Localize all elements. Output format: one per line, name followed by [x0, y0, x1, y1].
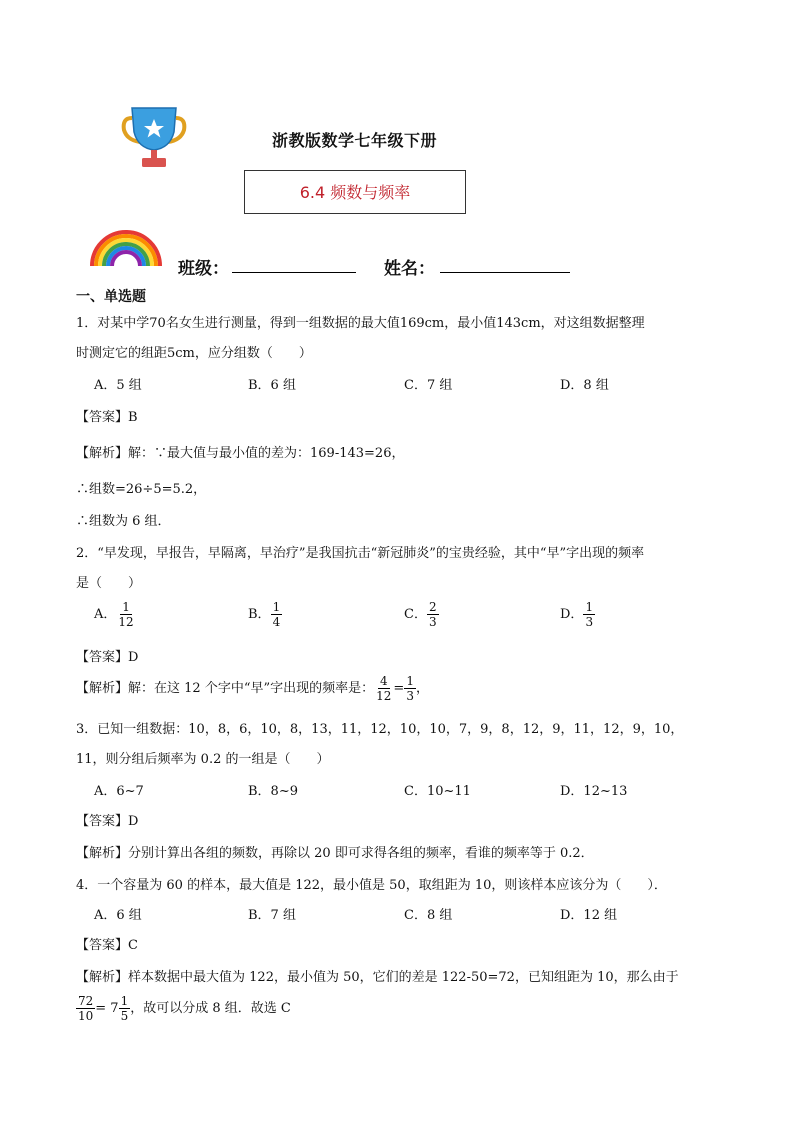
numerator: 1	[120, 994, 129, 1008]
option-letter: B．	[248, 607, 271, 622]
q1-line2: 时测定它的组距5cm，应分组数（ ）	[76, 346, 312, 361]
q1-analysis	[76, 442, 404, 461]
q2-option-c	[404, 600, 439, 629]
trophy-icon	[118, 100, 190, 172]
q2-option-b	[248, 600, 282, 629]
fraction	[404, 674, 416, 703]
denominator: 12	[118, 615, 134, 629]
q2-line2: 是（ ）	[76, 576, 142, 591]
q4-analysis	[76, 966, 679, 985]
denominator: 10	[78, 1009, 94, 1023]
denominator: 3	[406, 689, 414, 703]
denominator: 4	[272, 615, 281, 629]
answer-label: 【答案】	[76, 410, 129, 425]
analysis-suffix: ，	[415, 681, 429, 696]
denominator: 12	[376, 689, 392, 703]
answer-value: D	[128, 814, 139, 829]
q1-answer	[76, 406, 138, 425]
q1-analysis-line3: ∴组数为 6 组．	[76, 514, 171, 529]
q4-analysis-line2	[76, 994, 291, 1023]
q2-line1: 2．“早发现，早报告，早隔离，早治疗”是我国抗击“新冠肺炎”的宝贵经验，其中“早”字出现的频率	[76, 546, 645, 561]
equals-sign: = 7	[95, 1001, 119, 1016]
numerator: 2	[428, 600, 437, 614]
analysis-label: 【解析】	[76, 446, 129, 461]
q3-option-b: B．8~9	[248, 784, 298, 799]
q1-option-c: C．7 组	[404, 378, 453, 393]
fraction	[116, 600, 135, 629]
book-title: 浙教版数学七年级下册	[272, 131, 438, 150]
numerator: 72	[78, 994, 94, 1008]
option-letter: C．	[404, 607, 427, 622]
option-letter: D．	[560, 607, 584, 622]
answer-value: C	[128, 938, 138, 953]
equals-sign: =	[393, 681, 405, 696]
q3-option-a: A．6~7	[94, 784, 144, 799]
q1-line1: 1．对某中学70名女生进行测量，得到一组数据的最大值169cm，最小值143cm，对这组数据整理	[76, 316, 645, 331]
analysis-label: 【解析】	[76, 970, 129, 985]
answer-label: 【答案】	[76, 650, 129, 665]
rainbow-icon	[88, 226, 164, 268]
name-field[interactable]	[440, 272, 570, 273]
answer-label: 【答案】	[76, 814, 129, 829]
q1-option-a: A．5 组	[94, 378, 142, 393]
q3-answer	[76, 810, 138, 829]
q2-option-d	[560, 600, 595, 629]
option-letter: A．	[94, 607, 117, 622]
q1-option-b: B．6 组	[248, 378, 296, 393]
q3-option-c: C．10~11	[404, 784, 471, 799]
numerator: 1	[406, 674, 414, 688]
q3-line2: 11，则分组后频率为 0.2 的一组是（ ）	[76, 752, 330, 767]
lesson-title-box	[244, 170, 466, 214]
q3-line1: 3．已知一组数据：10，8，6，10，8，13，11，12，10，10，7，9，8，12，9，11，12，9，10，	[76, 722, 684, 737]
answer-value: B	[128, 410, 138, 425]
numerator: 1	[122, 600, 130, 614]
q3-option-d: D．12~13	[560, 784, 628, 799]
q4-line1: 4．一个容量为 60 的样本，最大值是 122，最小值是 50，取组距为 10，则该样本应该分为（ ）．	[76, 878, 667, 893]
q4-option-d: D．12 组	[560, 908, 618, 923]
q1-analysis-line2: ∴组数=26÷5=5.2，	[76, 482, 207, 497]
class-field[interactable]	[232, 272, 356, 273]
section-title: 一、单选题	[76, 289, 146, 305]
q4-option-b: B．7 组	[248, 908, 296, 923]
analysis-label: 【解析】	[76, 681, 129, 696]
answer-value: D	[128, 650, 139, 665]
fraction	[583, 600, 595, 629]
fraction	[427, 600, 439, 629]
answer-label: 【答案】	[76, 938, 129, 953]
fraction	[76, 994, 95, 1023]
denominator: 3	[585, 615, 594, 629]
name-label: 姓名：	[384, 259, 435, 279]
numerator: 1	[585, 600, 594, 614]
q2-analysis	[76, 674, 429, 703]
analysis-text: 解：∵最大值与最小值的差为：169-143=26，	[128, 446, 405, 461]
denominator: 5	[120, 1009, 129, 1023]
numerator: 4	[379, 674, 388, 688]
denominator: 3	[428, 615, 437, 629]
q4-option-c: C．8 组	[404, 908, 453, 923]
analysis-text: 分别计算出各组的频数，再除以 20 即可求得各组的频率，看谁的频率等于 0.2．	[128, 846, 594, 861]
q4-option-a: A．6 组	[94, 908, 142, 923]
lesson-title: 6.4 频数与频率	[299, 183, 411, 202]
analysis-text: 样本数据中最大值为 122，最小值为 50，它们的差是 122-50=72，已知组距为 10，那么由于	[128, 970, 679, 985]
numerator: 1	[272, 600, 281, 614]
q3-analysis	[76, 842, 594, 861]
class-label: 班级：	[178, 259, 229, 279]
q2-answer	[76, 646, 138, 665]
fraction	[119, 994, 131, 1023]
q1-option-d: D．8 组	[560, 378, 609, 393]
analysis-text: 解：在这 12 个字中“早”字出现的频率是：	[128, 681, 375, 696]
q4-answer	[76, 934, 138, 953]
analysis-suffix: ，故可以分成 8 组．故选 C	[130, 1001, 291, 1016]
fraction	[271, 600, 283, 629]
q2-option-a	[94, 600, 136, 629]
analysis-label: 【解析】	[76, 846, 129, 861]
fraction	[374, 674, 393, 703]
